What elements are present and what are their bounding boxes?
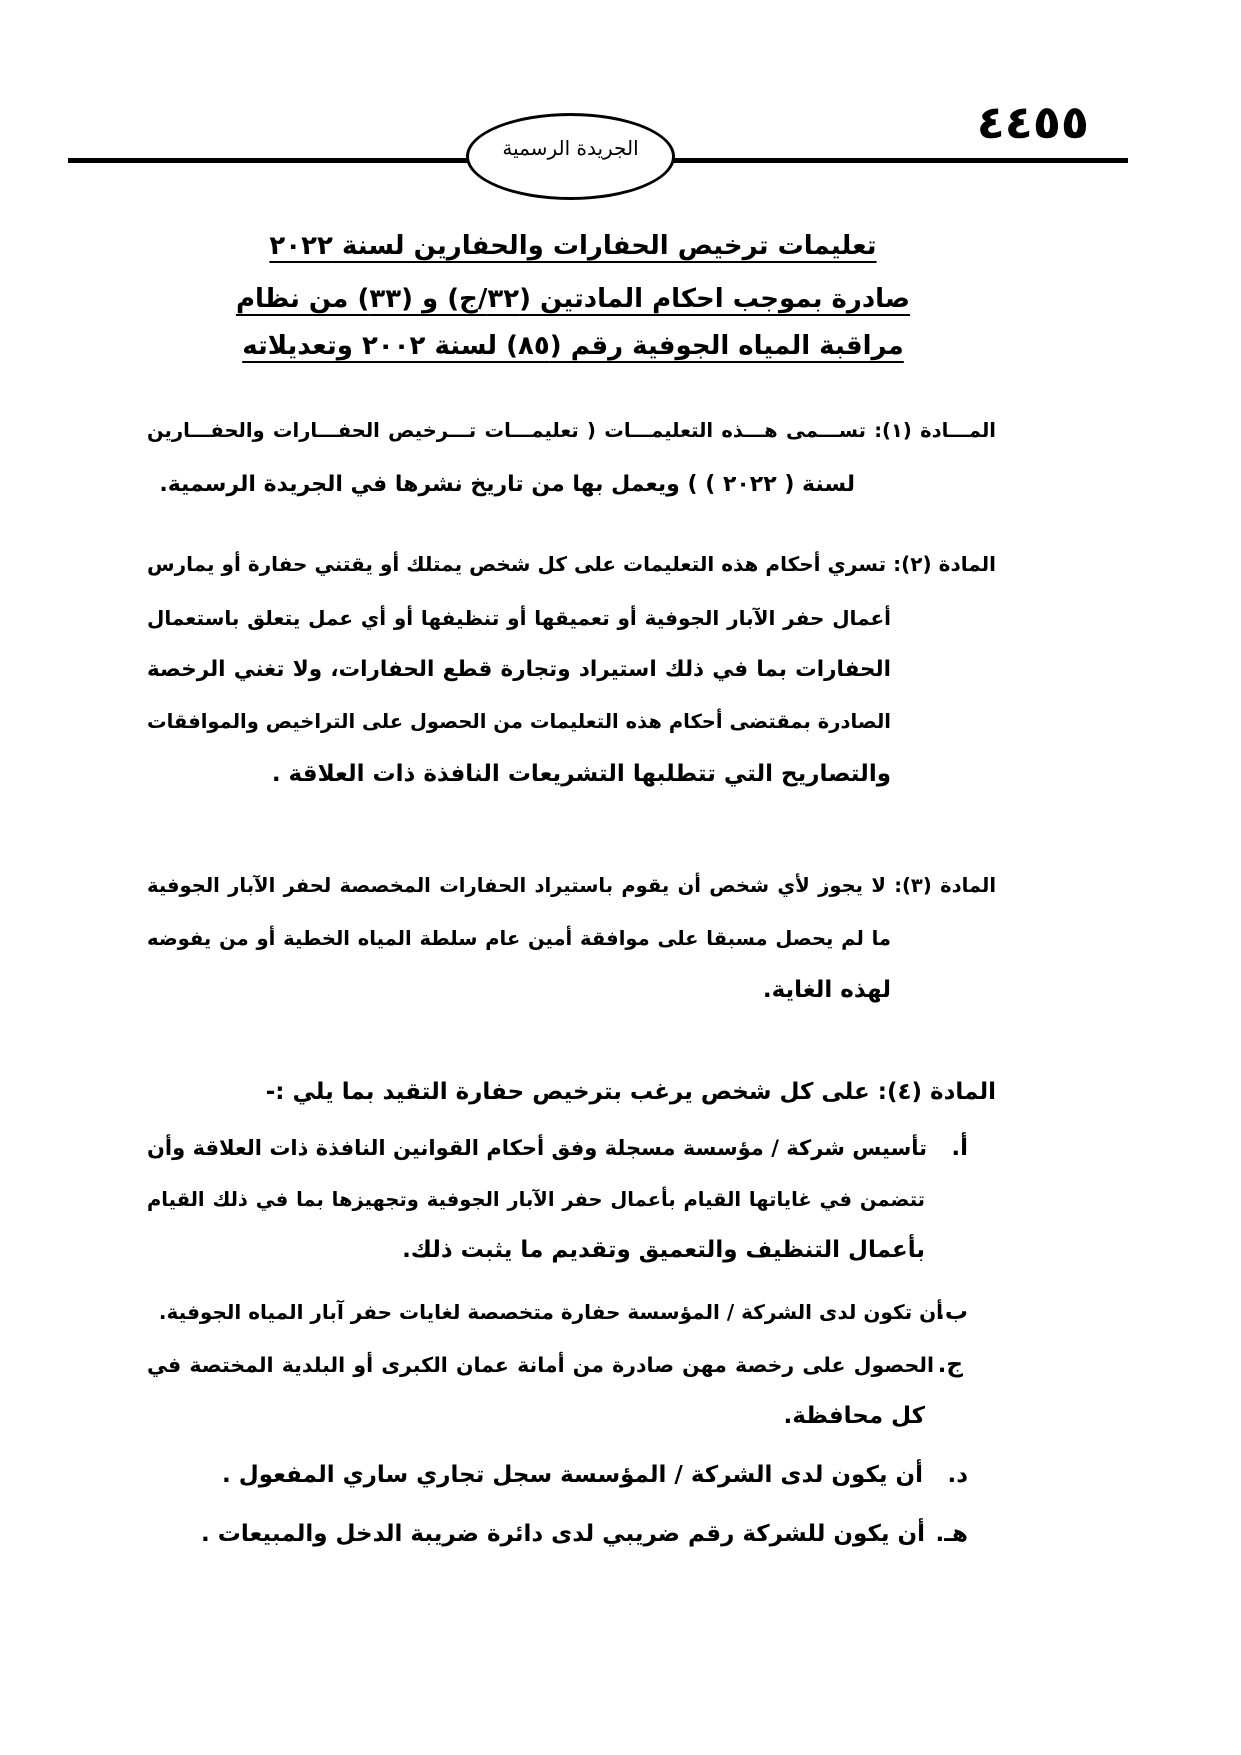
article-2-line-1: المادة (٢): تسري أحكام هذه التعليمات على كل شخص يمتلك أو يقتني حفارة أو يمارس bbox=[147, 552, 996, 576]
item-label-e: هـ. bbox=[935, 1521, 968, 1547]
item-e-line-1: أن يكون للشركة رقم ضريبي لدى دائرة ضريبة الدخل والمبيعات . bbox=[201, 1521, 925, 1547]
article-3-line-1: المادة (٣): لا يجوز لأي شخص أن يقوم باستيراد الحفارات المخصصة لحفر الآبار الجوفية bbox=[147, 874, 997, 897]
item-b-line-1: أن تكون لدى الشركة / المؤسسة حفارة متخصصة لغايات حفر آبار المياه الجوفية. bbox=[158, 1300, 943, 1324]
article-2-line-5: والتصاريح التي تتطلبها التشريعات النافذة ذات العلاقة . bbox=[271, 761, 891, 787]
item-a-line-1: تأسيس شركة / مؤسسة مسجلة وفق أحكام القوانين النافذة ذات العلاقة وأن bbox=[147, 1136, 927, 1160]
page-number: ٤٤٥٥ bbox=[976, 95, 1089, 149]
title-line-2: صادرة بموجب احكام المادتين (٣٢/ج) و (٣٣) من نظام bbox=[235, 284, 911, 314]
article-3-line-2: ما لم يحصل مسبقا على موافقة أمين عام سلطة المياه الخطية أو من يفوضه bbox=[147, 927, 891, 950]
item-a-line-2: تتضمن في غاياتها القيام بأعمال حفر الآبار الجوفية وتجهيزها بما في ذلك القيام bbox=[147, 1188, 925, 1211]
article-4-intro: المادة (٤): على كل شخص يرغب بترخيص حفارة التقيد بما يلي :- bbox=[265, 1079, 996, 1105]
item-d-line-1: أن يكون لدى الشركة / المؤسسة سجل تجاري ساري المفعول . bbox=[222, 1462, 923, 1488]
gazette-name: الجريدة الرسمية bbox=[502, 136, 639, 160]
article-2-line-4: الصادرة بمقتضى أحكام هذه التعليمات من الحصول على التراخيص والموافقات bbox=[147, 710, 891, 733]
item-label-a: أ. bbox=[951, 1135, 968, 1161]
title-line-3: مراقبة المياه الجوفية رقم (٨٥) لسنة ٢٠٠٢ وتعديلاته bbox=[242, 331, 904, 361]
article-3-line-3: لهذه الغاية. bbox=[762, 977, 891, 1003]
item-c-line-2: كل محافظة. bbox=[783, 1403, 925, 1429]
item-c-line-1: الحصول على رخصة مهن صادرة من أمانة عمان الكبرى أو البلدية المختصة في bbox=[147, 1353, 934, 1377]
article-2-line-2: أعمال حفر الآبار الجوفية أو تعميقها أو تنظيفها أو أي عمل يتعلق باستعمال bbox=[147, 606, 891, 630]
item-label-d: د. bbox=[947, 1462, 968, 1488]
item-a-line-3: بأعمال التنظيف والتعميق وتقديم ما يثبت ذلك. bbox=[402, 1237, 925, 1263]
gazette-name-oval bbox=[466, 113, 675, 200]
article-1-line-1: المـــادة (١): تســـمى هـــذه التعليمـــات ( تعليمـــات تـــرخيص الحفـــارات والحفـــارين bbox=[147, 419, 996, 442]
article-2-line-3: الحفارات بما في ذلك استيراد وتجارة قطع الحفارات، ولا تغني الرخصة bbox=[147, 657, 891, 682]
item-label-c: ج. bbox=[937, 1352, 963, 1378]
item-label-b: ب. bbox=[936, 1299, 968, 1325]
title-line-1: تعليمات ترخيص الحفارات والحفارين لسنة ٢٠٢٢ bbox=[269, 231, 877, 261]
article-1-line-2: لسنة ( ٢٠٢٢ ) ) ويعمل بها من تاريخ نشرها في الجريدة الرسمية. bbox=[159, 472, 855, 497]
